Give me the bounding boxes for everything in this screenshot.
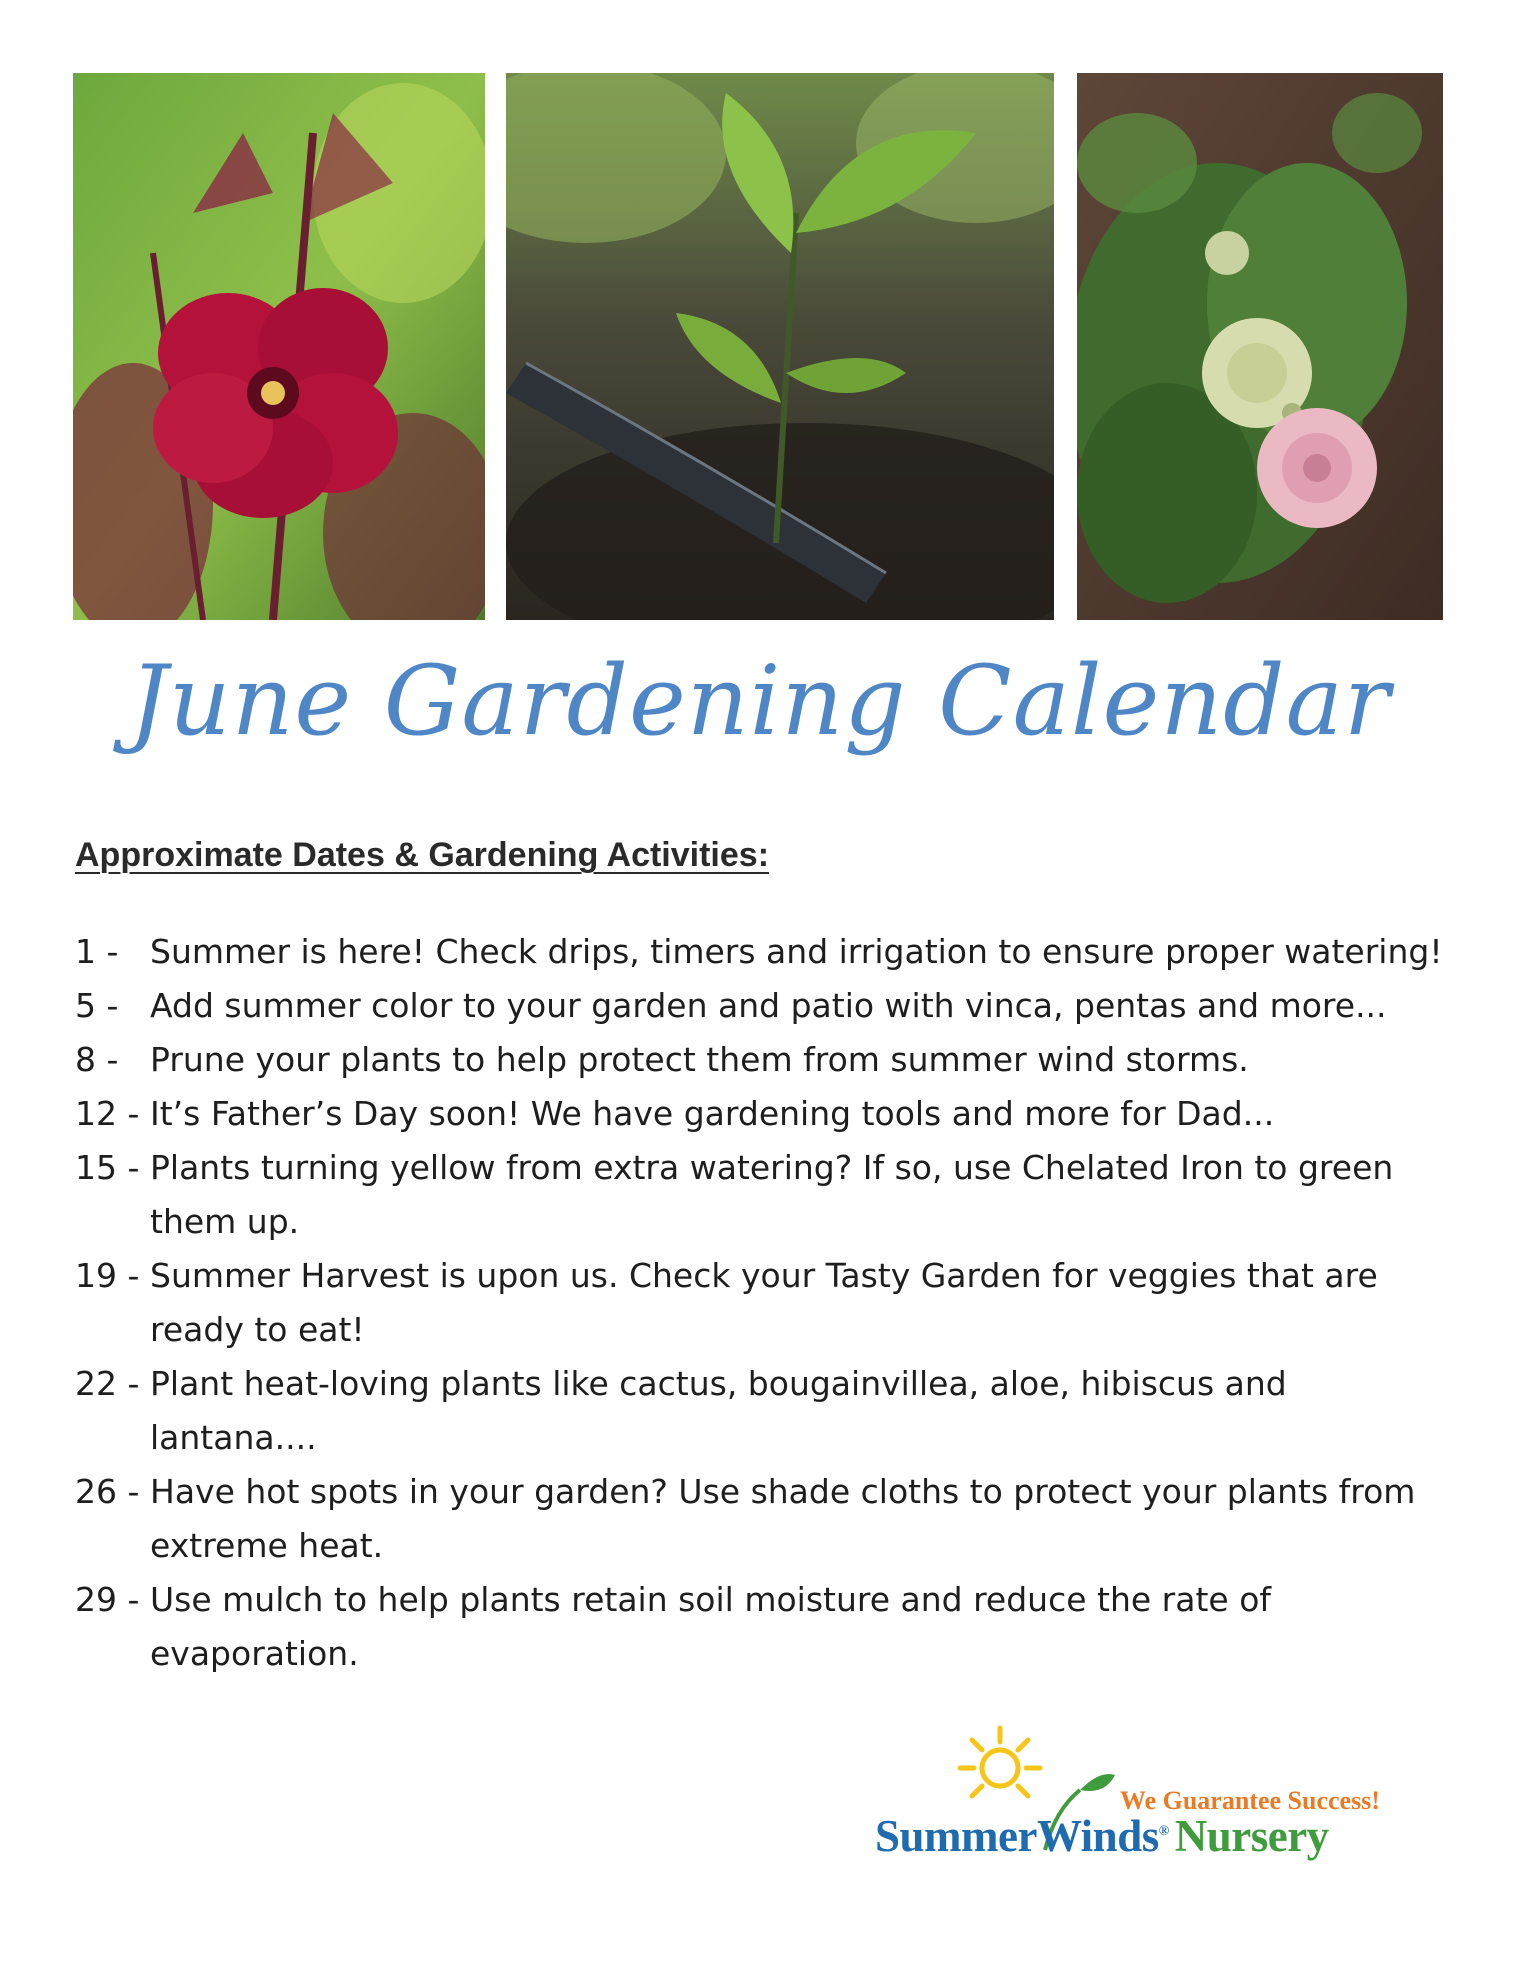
page-title: June Gardening Calendar [129, 645, 1391, 757]
activity-day: 22 - [75, 1364, 140, 1403]
brand-word-nursery: Nursery [1174, 1811, 1329, 1861]
activity-text: Have hot spots in your garden? Use shade cloths to protect your plants from extreme heat. [150, 1472, 1416, 1565]
brand-logo [870, 1720, 1450, 1870]
activity-text: Plant heat-loving plants like cactus, bougainvillea, aloe, hibiscus and lantana.... [150, 1364, 1287, 1457]
photo-strip [73, 73, 1443, 620]
activity-list [75, 925, 1455, 1681]
list-item [75, 1249, 1455, 1357]
activity-day: 12 - [75, 1094, 140, 1133]
brand-name [875, 1810, 1329, 1862]
list-item [75, 1141, 1455, 1249]
section-heading: Approximate Dates & Gardening Activities: [75, 836, 770, 874]
activity-day: 29 - [75, 1580, 140, 1619]
activity-text: Plants turning yellow from extra watering? If so, use Chelated Iron to green them up. [150, 1148, 1394, 1241]
activity-text: Summer is here! Check drips, timers and irrigation to ensure proper watering! [150, 932, 1443, 971]
list-item [75, 1357, 1455, 1465]
list-item [75, 925, 1455, 979]
activity-day: 26 - [75, 1472, 140, 1511]
hibiscus-photo [73, 73, 485, 620]
list-item [75, 1573, 1455, 1681]
activity-text: Add summer color to your garden and patio with vinca, pentas and more... [150, 986, 1387, 1025]
brand-word-winds: Winds [1036, 1811, 1159, 1861]
activity-day: 8 - [75, 1040, 119, 1079]
list-item [75, 979, 1455, 1033]
brand-tagline: We Guarantee Success! [1120, 1786, 1380, 1815]
activity-text: Prune your plants to help protect them from summer wind storms. [150, 1040, 1249, 1079]
activity-day: 15 - [75, 1148, 140, 1187]
rose-photo [1077, 73, 1443, 620]
activity-text: Summer Harvest is upon us. Check your Tasty Garden for veggies that are ready to eat! [150, 1256, 1378, 1349]
activity-text: It’s Father’s Day soon! We have gardening tools and more for Dad... [150, 1094, 1275, 1133]
brand-word-summer: Summer [875, 1811, 1037, 1861]
list-item [75, 1033, 1455, 1087]
activity-day: 19 - [75, 1256, 140, 1295]
registered-mark: ® [1158, 1824, 1169, 1839]
activity-day: 5 - [75, 986, 119, 1025]
seedling-photo [506, 73, 1054, 620]
list-item [75, 1087, 1455, 1141]
list-item [75, 1465, 1455, 1573]
activity-text: Use mulch to help plants retain soil moisture and reduce the rate of evaporation. [150, 1580, 1272, 1673]
activity-day: 1 - [75, 932, 119, 971]
